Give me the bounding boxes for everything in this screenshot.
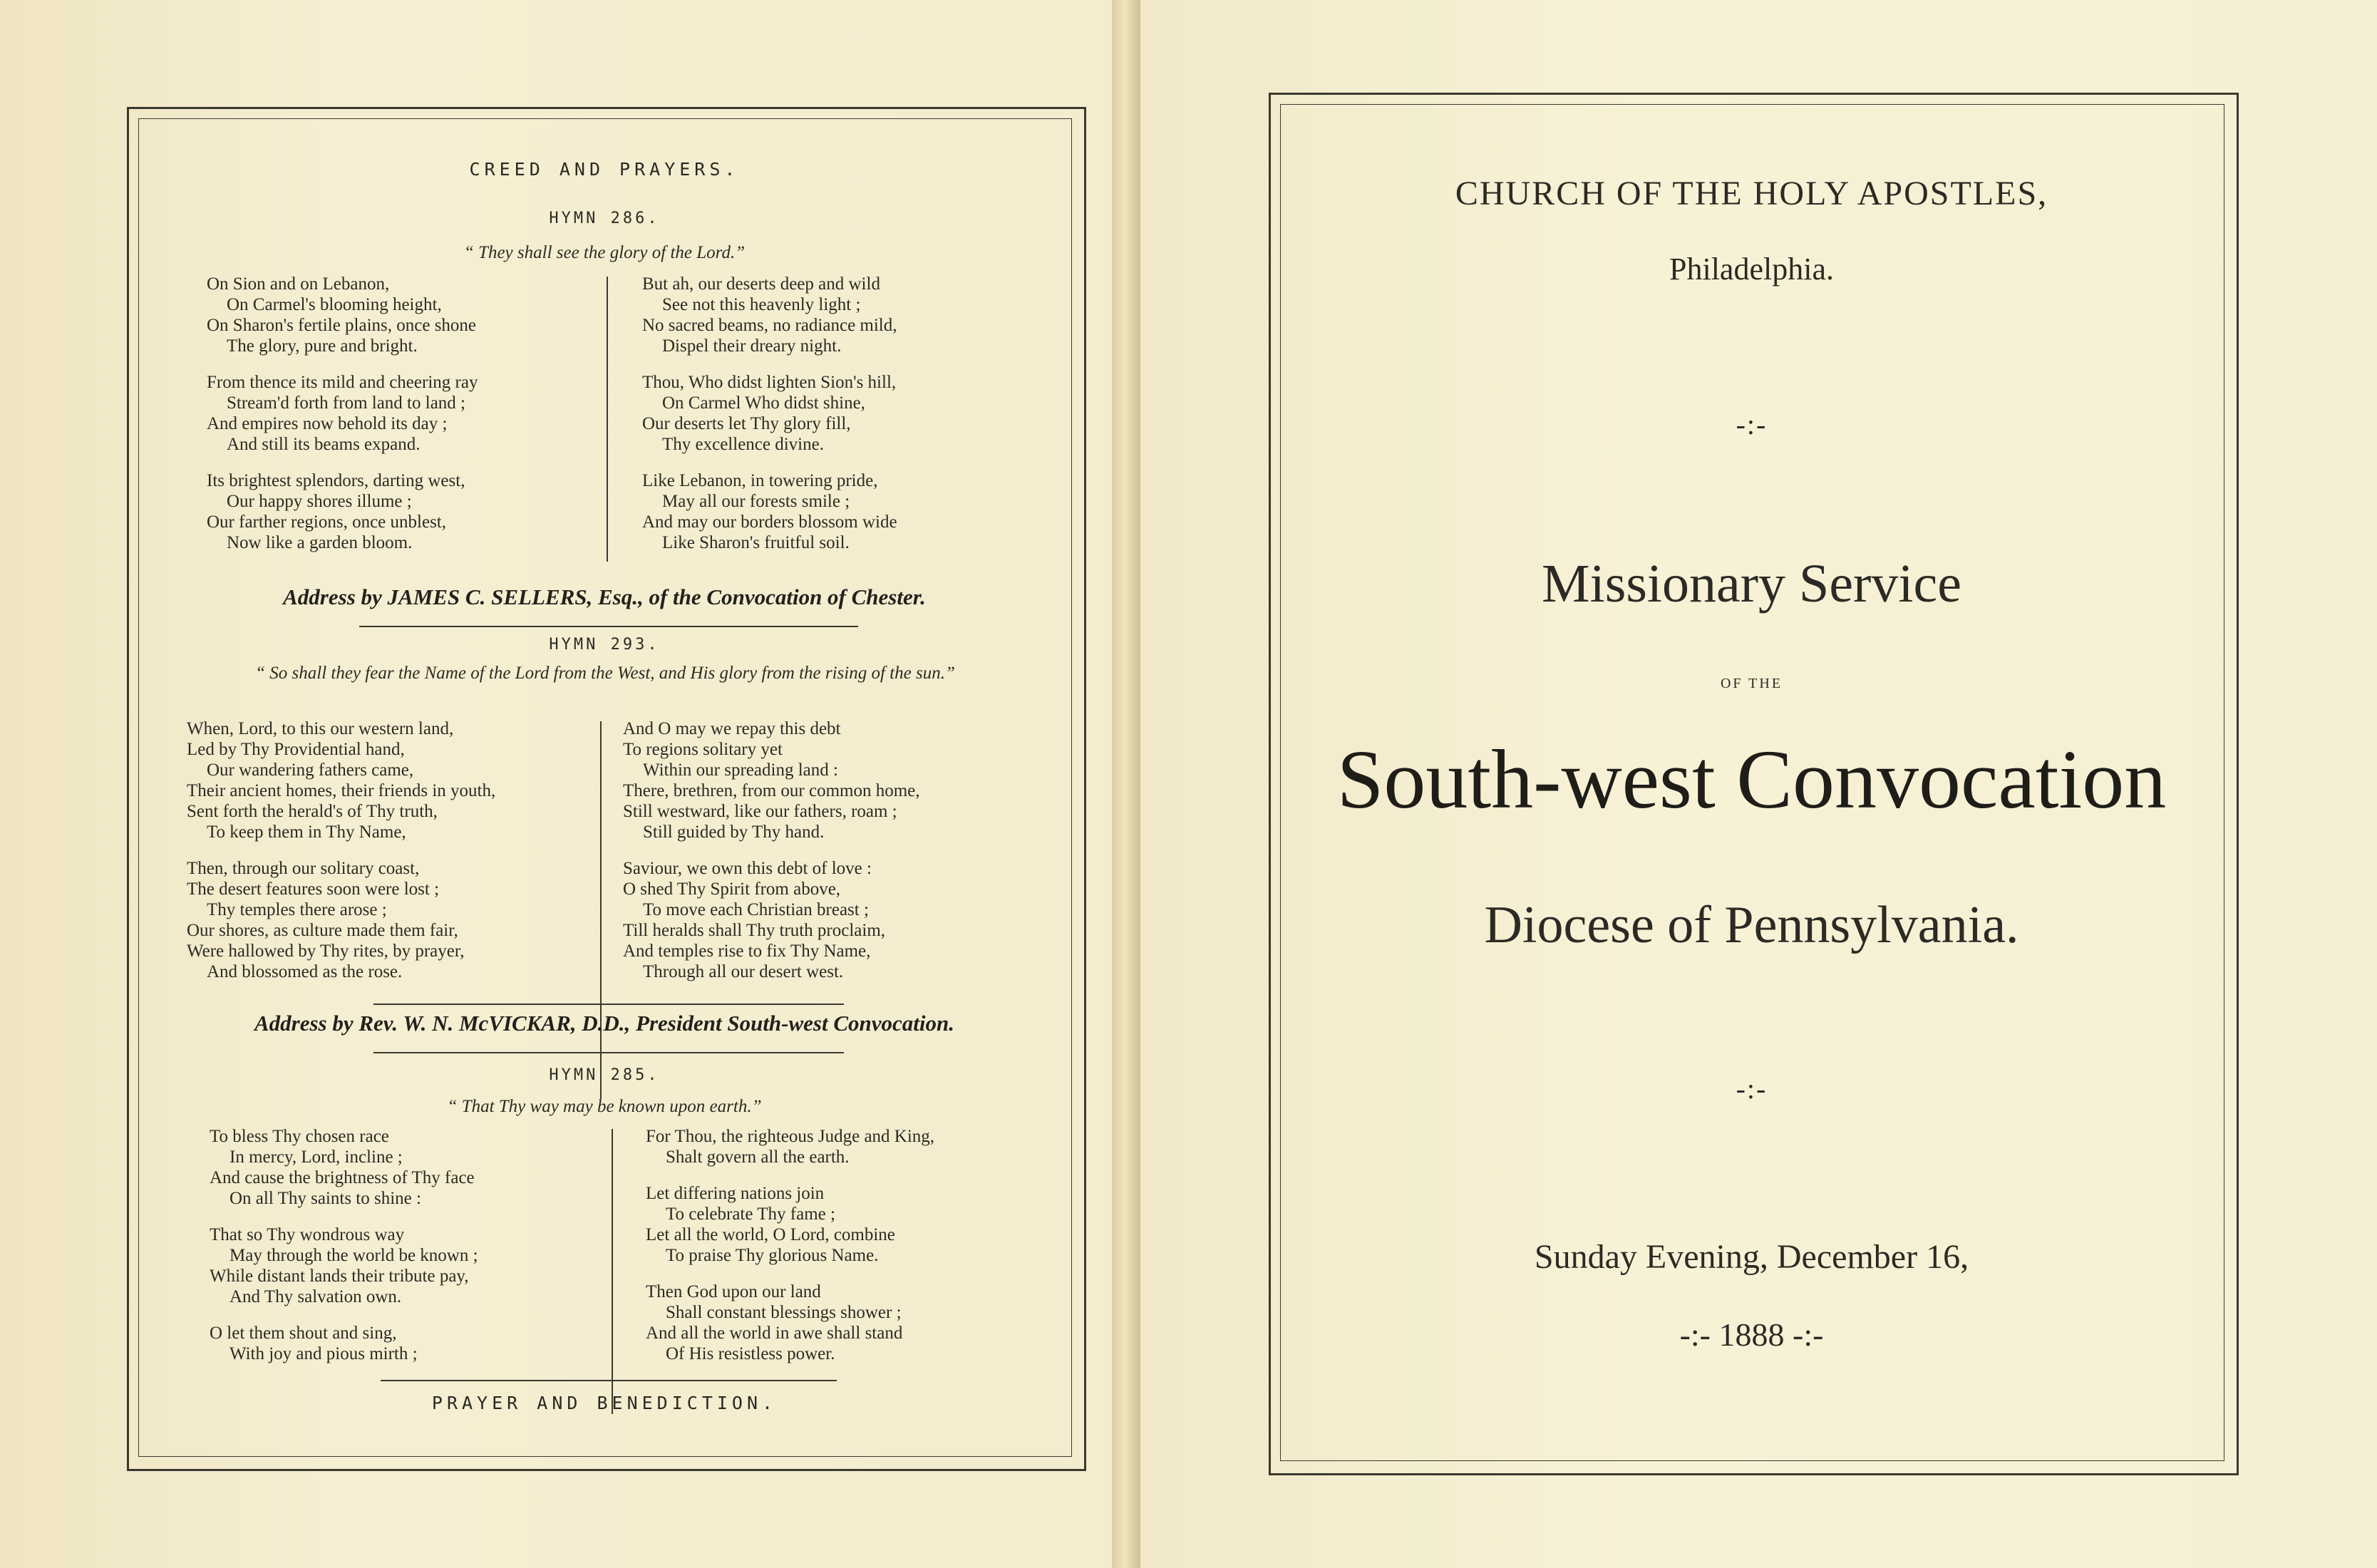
- left-page-content: [138, 118, 1071, 1455]
- city-name: Philadelphia.: [1669, 252, 1834, 287]
- verse-line: The glory, pure and bright.: [227, 336, 418, 356]
- hymn-2-column-right: [623, 718, 920, 998]
- left-page: [0, 0, 1112, 1568]
- verse-line: But ah, our deserts deep and wild: [642, 274, 880, 294]
- column-divider: [612, 1129, 613, 1414]
- verse-line: On Sharon's fertile plains, once shone: [207, 316, 477, 335]
- of-the-label: OF THE: [1720, 676, 1783, 691]
- verse-line: Of His resistless power.: [666, 1344, 835, 1363]
- verse-line: And may our borders blossom wide: [642, 512, 897, 532]
- verse-line: And O may we repay this debt: [623, 719, 841, 738]
- verse-line: Let differing nations join: [646, 1184, 825, 1203]
- verse-line: That so Thy wondrous way: [210, 1225, 405, 1244]
- verse-line: To keep them in Thy Name,: [207, 822, 406, 842]
- column-divider: [607, 277, 608, 562]
- verse-line: With joy and pious mirth ;: [230, 1344, 418, 1363]
- page-fold: [1112, 0, 1140, 1568]
- verse-line: The desert features soon were lost ;: [187, 880, 440, 899]
- verse-line: Still westward, like our fathers, roam ;: [623, 802, 897, 821]
- verse-line: Then God upon our land: [646, 1282, 821, 1301]
- hymn-3-column-left: [210, 1126, 478, 1380]
- hymn-epigraph: “ That Thy way may be known upon earth.”: [447, 1097, 762, 1116]
- verse-line: Stream'd forth from land to land ;: [227, 393, 465, 413]
- verse-line: Their ancient homes, their friends in youth,: [187, 781, 496, 800]
- verse-line: Thou, Who didst lighten Sion's hill,: [642, 373, 897, 392]
- verse-line: May through the world be known ;: [230, 1246, 478, 1265]
- verse-line: And blossomed as the rose.: [207, 962, 403, 981]
- section-divider: [373, 1004, 844, 1005]
- verse-line: When, Lord, to this our western land,: [187, 719, 454, 738]
- verse-line: Led by Thy Providential hand,: [187, 740, 405, 759]
- hymn-2-column-left: [187, 718, 495, 998]
- verse-line: For Thou, the righteous Judge and King,: [646, 1127, 935, 1146]
- verse-line: Let all the world, O Lord, combine: [646, 1225, 895, 1244]
- stanza: [210, 1224, 478, 1307]
- stanza: [623, 858, 920, 982]
- verse-line: Our shores, as culture made them fair,: [187, 921, 458, 940]
- verse-line: Like Sharon's fruitful soil.: [662, 533, 850, 552]
- stanza: [646, 1281, 934, 1364]
- verse-line: And temples rise to fix Thy Name,: [623, 942, 871, 961]
- hymn-number: HYMN 285.: [549, 1066, 660, 1084]
- verse-line: On Carmel Who didst shine,: [662, 393, 865, 413]
- verse-line: And empires now behold its day ;: [207, 414, 448, 433]
- ornament: -:-: [1736, 1073, 1768, 1105]
- verse-line: To regions solitary yet: [623, 740, 783, 759]
- address-mcvickar: Address by Rev. W. N. McVICKAR, D.D., President South-west Convocation.: [254, 1011, 955, 1036]
- verse-line: Like Lebanon, in towering pride,: [642, 471, 878, 490]
- hymn-number: HYMN 293.: [549, 636, 660, 654]
- verse-line: On Carmel's blooming height,: [227, 295, 442, 314]
- church-name: CHURCH OF THE HOLY APOSTLES,: [1455, 175, 2048, 212]
- verse-line: In mercy, Lord, incline ;: [230, 1147, 403, 1167]
- verse-line: O shed Thy Spirit from above,: [623, 880, 841, 899]
- service-title: Missionary Service: [1542, 554, 1961, 614]
- verse-line: Thy excellence divine.: [662, 435, 824, 454]
- stanza: [642, 470, 897, 553]
- service-date: Sunday Evening, December 16,: [1534, 1238, 1969, 1276]
- verse-line: On Sion and on Lebanon,: [207, 274, 390, 294]
- verse-line: Thy temples there arose ;: [207, 900, 387, 919]
- verse-line: From thence its mild and cheering ray: [207, 373, 478, 392]
- stanza: [187, 718, 495, 842]
- verse-line: To praise Thy glorious Name.: [666, 1246, 879, 1265]
- verse-line: And all the world in awe shall stand: [646, 1324, 903, 1343]
- hymn-3-column-right: [646, 1126, 934, 1380]
- stanza: [642, 372, 897, 455]
- right-page: [1140, 0, 2377, 1568]
- verse-line: O let them shout and sing,: [210, 1324, 397, 1343]
- hymn-1-column-right: [642, 274, 897, 569]
- verse-line: Sent forth the herald's of Thy truth,: [187, 802, 438, 821]
- verse-line: May all our forests smile ;: [662, 492, 850, 511]
- hymn-epigraph: “ They shall see the glory of the Lord.”: [463, 243, 746, 262]
- stanza: [207, 470, 478, 553]
- verse-line: No sacred beams, no radiance mild,: [642, 316, 897, 335]
- hymn-number: HYMN 286.: [549, 210, 660, 227]
- verse-line: Saviour, we own this debt of love :: [623, 859, 872, 878]
- verse-line: Its brightest splendors, darting west,: [207, 471, 465, 490]
- verse-line: And cause the brightness of Thy face: [210, 1168, 475, 1187]
- creed-heading: CREED AND PRAYERS.: [469, 159, 740, 180]
- verse-line: See not this heavenly light ;: [662, 295, 861, 314]
- hymn-1-column-left: [207, 274, 478, 569]
- verse-line: And still its beams expand.: [227, 435, 421, 454]
- column-divider: [600, 721, 602, 1099]
- verse-line: Our happy shores illume ;: [227, 492, 412, 511]
- verse-line: To move each Christian breast ;: [643, 900, 869, 919]
- verse-line: Still guided by Thy hand.: [643, 822, 825, 842]
- stanza: [207, 372, 478, 455]
- ornament: -:-: [1736, 408, 1768, 440]
- verse-line: Shall constant blessings shower ;: [666, 1303, 902, 1322]
- section-divider: [381, 1380, 837, 1381]
- stanza: [207, 274, 478, 356]
- hymn-epigraph: “ So shall they fear the Name of the Lord from the West, and His glory from the rising of the sun.”: [255, 664, 955, 683]
- address-sellers: Address by JAMES C. SELLERS, Esq., of the Convocation of Chester.: [283, 584, 926, 609]
- verse-line: Shalt govern all the earth.: [666, 1147, 850, 1167]
- stanza: [210, 1323, 478, 1364]
- right-page-content: [1280, 104, 2223, 1460]
- verse-line: Our farther regions, once unblest,: [207, 512, 446, 532]
- convocation-title: South-west Convocation: [1336, 733, 2167, 826]
- verse-line: And Thy salvation own.: [230, 1287, 402, 1306]
- verse-line: Then, through our solitary coast,: [187, 859, 420, 878]
- verse-line: Our wandering fathers came,: [207, 760, 414, 780]
- verse-line: Were hallowed by Thy rites, by prayer,: [187, 942, 465, 961]
- verse-line: Dispel their dreary night.: [662, 336, 842, 356]
- section-divider: [359, 626, 858, 627]
- verse-line: To celebrate Thy fame ;: [666, 1205, 835, 1224]
- verse-line: Now like a garden bloom.: [227, 533, 413, 552]
- service-year: -:- 1888 -:-: [1679, 1316, 1824, 1353]
- stanza: [642, 274, 897, 356]
- verse-line: While distant lands their tribute pay,: [210, 1267, 469, 1286]
- verse-line: Till heralds shall Thy truth proclaim,: [623, 921, 886, 940]
- verse-line: Our deserts let Thy glory fill,: [642, 414, 851, 433]
- verse-line: On all Thy saints to shine :: [230, 1189, 421, 1208]
- verse-line: Within our spreading land :: [643, 760, 838, 780]
- stanza: [623, 718, 920, 842]
- stanza: [187, 858, 495, 982]
- diocese-title: Diocese of Pennsylvania.: [1484, 896, 2019, 954]
- stanza: [210, 1126, 478, 1209]
- stanza: [646, 1183, 934, 1266]
- closing-heading: PRAYER AND BENEDICTION.: [431, 1393, 778, 1413]
- section-divider: [373, 1052, 844, 1053]
- stanza: [646, 1126, 934, 1167]
- verse-line: To bless Thy chosen race: [210, 1127, 389, 1146]
- verse-line: There, brethren, from our common home,: [623, 781, 920, 800]
- verse-line: Through all our desert west.: [643, 962, 844, 981]
